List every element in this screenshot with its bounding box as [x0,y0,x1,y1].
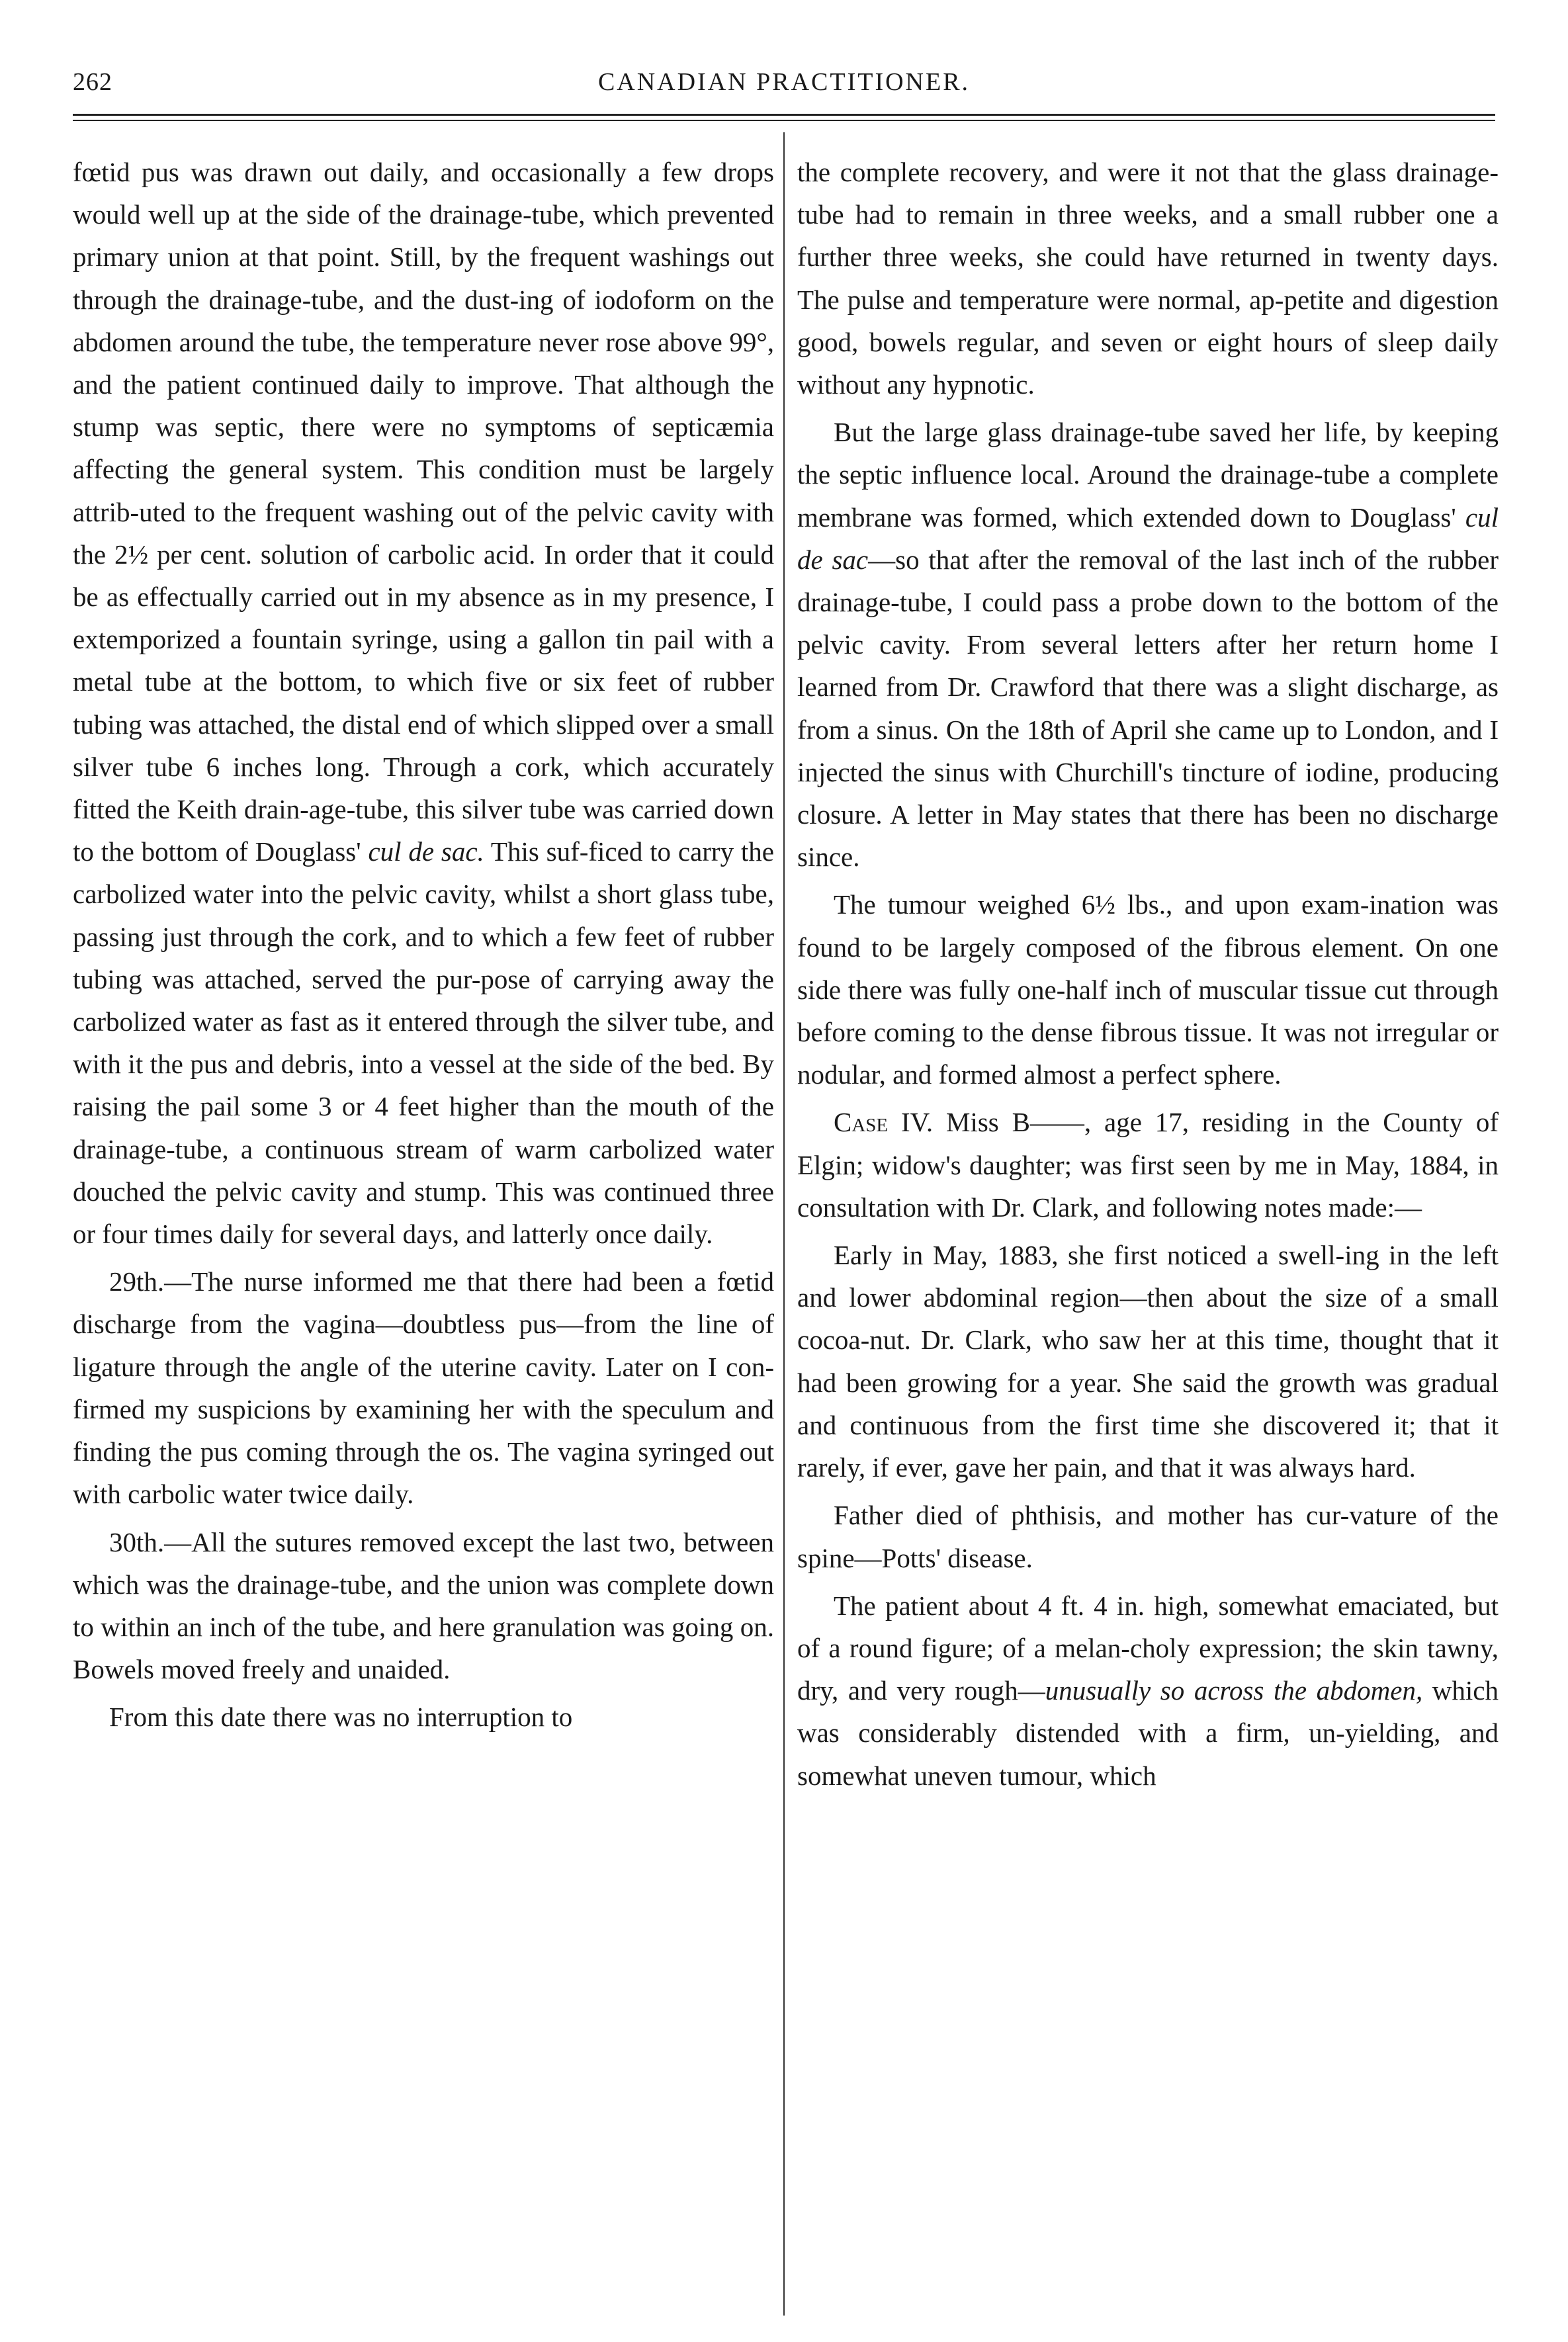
paragraph-text: which was considerably distended with a firm, un-yielding, and somewhat uneven tumour, which [797,1675,1499,1791]
left-column [73,151,774,1739]
paragraph-text: The patient about 4 ft. 4 in. high, somewhat emaciated, but of a round figure; of a melan-choly expression; the skin tawny, dry, and very rough— [797,1590,1499,1706]
column-divider [783,132,785,2316]
header-rule-bottom [73,120,1495,121]
paragraph-text: fœtid pus was drawn out daily, and occasionally a few drops would well up at the side of the drainage-tube, which prevented primary union at that point. Still, by the frequent washings out through the drainage-tube, and the dust-ing of iodoform on the abdomen around the tube, the temperature never rose above 99°, and the patient continued daily to improve. That although the stump was septic, there were no symptoms of septicæmia affecting the general system. This condition must be largely attrib-uted to the frequent washing out of the pelvic cavity with the 2½ per cent. solution of carbolic acid. In order that it could be as effectually carried out in my absence as in my presence, I extemporized a fountain syringe, using a gallon tin pail with a metal tube at the bottom, to which five or six feet of rubber tubing was attached, the distal end of which slipped over a small silver tube 6 inches long. Through a cork, which accurately fitted the Keith drain-age-tube, this silver tube was carried down to the bottom of Douglass' [73,157,774,867]
paragraph-text: This suf-ficed to carry the carbolized water into the pelvic cavity, whilst a short glass tube, passing just through the cork, and to which a few feet of rubber tubing was attached, served the pur-pose of carrying away the carbolized water as fast as it entered through the silver tube, and with it the pus and debris, into a vessel at the side of the bed. By raising the pail some 3 or 4 feet higher than the mouth of the drainage-tube, a continuous stream of warm carbolized water douched the pelvic cavity and stump. This was continued three or four times daily for several days, and latterly once daily. [73,836,774,1250]
page-number: 262 [73,68,112,96]
paragraph: Father died of phthisis, and mother has cur-vature of the spine—Potts' disease. [797,1500,1499,1573]
case-heading: Case IV. [834,1107,934,1138]
paragraph-text: —so that after the removal of the last inch of the rubber drainage-tube, I could pass a probe down to the bottom of the pelvic cavity. From several letters after her return home I learned from Dr. Crawford that there was a slight discharge, as from a sinus. On the 18th of April she came up to London, and I injected the sinus with Churchill's tincture of iodine, producing closure. A letter in May states that there has been no discharge since. [797,544,1499,873]
paragraph: From this date there was no interruption to [109,1702,573,1733]
paragraph-text: But the large glass drainage-tube saved her life, by keeping the septic influence local. Around the drainage-tube a complete membrane was formed, which extended down to Douglass' [797,417,1499,533]
paragraph [73,151,774,1255]
running-title: CANADIAN PRACTITIONER. [597,68,971,96]
paragraph: the complete recovery, and were it not that the glass drainage-tube had to remain in three weeks, and a small rubber one a further three weeks, she could have returned in twenty days. The pulse and temperature were normal, ap-petite and digestion good, bowels regular, and seven or eight hours of sleep daily without any hypnotic. [797,157,1499,400]
paragraph: Early in May, 1883, she first noticed a swell-ing in the left and lower abdominal region—then about the size of a small cocoa-nut. Dr. Clark, who saw her at this time, thought that it had been growing for a year. She said the growth was gradual and continuous from the first time she discovered it; that it rarely, if ever, gave her pain, and that it was always hard. [797,1240,1499,1483]
right-column [797,151,1499,1797]
paragraph [797,1101,1499,1229]
paragraph [797,411,1499,878]
page-header [73,60,1495,106]
paragraph: 29th.—The nurse informed me that there had been a fœtid discharge from the vagina—doubtless pus—from the line of ligature through the angle of the uterine cavity. Later on I con-firmed my suspicions by examining her with the speculum and finding the pus coming through the os. The vagina syringed out with carbolic water twice daily. [73,1266,774,1510]
header-rule-top [73,114,1495,116]
italic-phrase: unusually so across the abdomen, [1045,1675,1423,1706]
paragraph: 30th.—All the sutures removed except the last two, between which was the drainage-tube, and the union was complete down to within an inch of the tube, and here granulation was going on. Bowels moved freely and unaided. [73,1526,774,1685]
paragraph [797,1584,1499,1797]
italic-phrase: cul de sac. [368,836,484,867]
italic-phrase: cul de sac [797,501,1499,575]
paragraph-text: Miss B——, age 17, residing in the County of Elgin; widow's daughter; was first seen by me in May, 1884, in consultation with Dr. Clark, and following notes made:— [797,1107,1499,1223]
paragraph: The tumour weighed 6½ lbs., and upon exam-ination was found to be largely composed of the fibrous element. On one side there was fully one-half inch of muscular tissue cut through before coming to the dense fibrous tissue. It was not irregular or nodular, and formed almost a perfect sphere. [797,889,1499,1090]
